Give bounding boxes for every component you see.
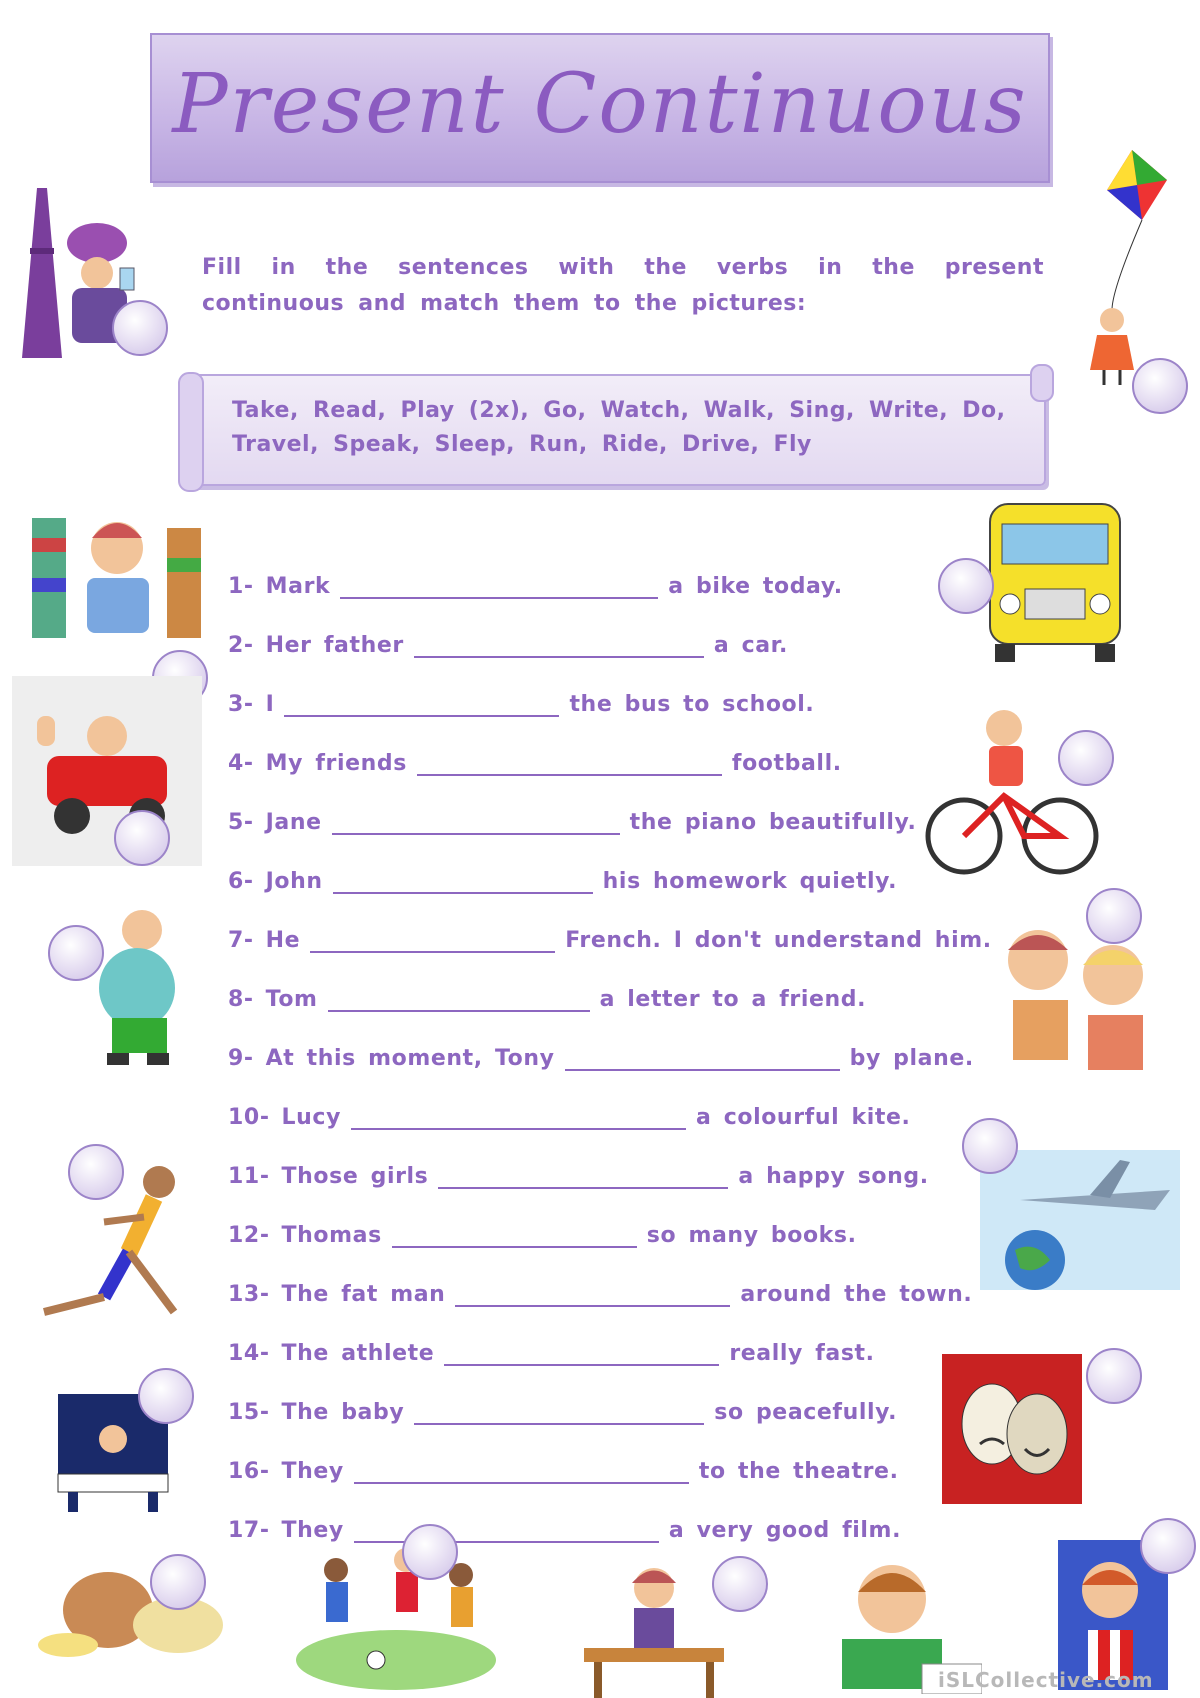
girl-with-kite-icon (1072, 150, 1182, 390)
sentence-ending: around the town. (740, 1282, 973, 1307)
sentence-subject: John (265, 869, 323, 894)
sentence-subject: They (281, 1518, 344, 1543)
page-title: Present Continuous (172, 57, 1028, 152)
answer-circle-2[interactable] (1132, 358, 1188, 414)
sentence-number: 17- (228, 1518, 270, 1543)
sentence-row (228, 894, 992, 953)
sentence-row (228, 776, 968, 835)
sentence-ending: so peacefully. (714, 1400, 898, 1425)
sentence-ending: really fast. (729, 1341, 875, 1366)
sentence-subject: Lucy (281, 1105, 342, 1130)
sentence-ending: a bike today. (668, 574, 843, 599)
scroll-curl-left (178, 372, 204, 492)
footer-watermark: iSLCollective.com (938, 1668, 1154, 1692)
sentence-number: 6- (228, 869, 254, 894)
answer-blank[interactable] (284, 695, 559, 717)
instructions: Fill in the sentences with the verbs in the present continuous and match them to the pictures: (202, 255, 1044, 316)
sentence-subject: Her father (265, 633, 404, 658)
sentence-ending: a happy song. (738, 1164, 929, 1189)
sentence-row (228, 540, 968, 599)
sentence-row (228, 1484, 968, 1543)
sentence-number: 11- (228, 1164, 270, 1189)
sentence-row (228, 1248, 973, 1307)
answer-circle-9[interactable] (68, 1144, 124, 1200)
sentence-subject: Thomas (281, 1223, 382, 1248)
sentence-subject: The baby (281, 1400, 405, 1425)
title-banner (150, 33, 1050, 183)
sentence-number: 7- (228, 928, 254, 953)
sentence-subject: Jane (265, 810, 322, 835)
girl-homework-icon (584, 1558, 724, 1698)
sentence-row (228, 1366, 968, 1425)
school-bus-icon (980, 494, 1130, 664)
answer-blank[interactable] (351, 1108, 686, 1130)
answer-blank[interactable] (414, 1403, 704, 1425)
sentence-row (228, 835, 968, 894)
sentence-row (228, 1189, 968, 1248)
answer-blank[interactable] (444, 1344, 719, 1366)
answer-circle-10[interactable] (962, 1118, 1018, 1174)
sentence-row (228, 953, 968, 1012)
sentence-subject: Those girls (281, 1164, 429, 1189)
sentence-number: 16- (228, 1459, 270, 1484)
boy-with-books-icon (32, 508, 202, 643)
sentence-ending: so many books. (646, 1223, 857, 1248)
sentence-number: 14- (228, 1341, 270, 1366)
sentence-row (228, 1071, 968, 1130)
sentence-subject: Mark (265, 574, 331, 599)
sentence-row (228, 1012, 974, 1071)
sentence-row (228, 1307, 968, 1366)
sentence-number: 13- (228, 1282, 270, 1307)
sentence-ending: the piano beautifully. (629, 810, 917, 835)
theatre-masks-icon (942, 1354, 1082, 1504)
answer-circle-16[interactable] (1140, 1518, 1196, 1574)
sentence-subject: He (265, 928, 301, 953)
answer-blank[interactable] (438, 1167, 728, 1189)
sentence-subject: I (265, 692, 275, 717)
verb-list: Take, Read, Play (2x), Go, Watch, Walk, Sing, Write, Do, Travel, Speak, Sleep, Run, Ride, Drive, Fly (232, 398, 1006, 457)
answer-circle-13[interactable] (150, 1554, 206, 1610)
answer-circle-12[interactable] (1086, 1348, 1142, 1404)
sentence-subject: The athlete (281, 1341, 435, 1366)
answer-blank[interactable] (328, 990, 590, 1012)
answer-blank[interactable] (565, 1049, 840, 1071)
sentence-number: 10- (228, 1105, 270, 1130)
sentence-number: 2- (228, 633, 254, 658)
sentence-ending: his homework quietly. (602, 869, 898, 894)
sentence-number: 3- (228, 692, 254, 717)
answer-blank[interactable] (455, 1285, 730, 1307)
sentence-number: 5- (228, 810, 254, 835)
answer-blank[interactable] (414, 636, 704, 658)
answer-circle-1[interactable] (112, 300, 168, 356)
sentence-number: 12- (228, 1223, 270, 1248)
answer-circle-4[interactable] (938, 558, 994, 614)
answer-blank[interactable] (332, 813, 620, 835)
answer-circle-5[interactable] (114, 810, 170, 866)
sentence-ending: by plane. (849, 1046, 974, 1071)
sentence-ending: a car. (713, 633, 788, 658)
answer-circle-8[interactable] (1086, 888, 1142, 944)
answer-blank[interactable] (417, 754, 722, 776)
sentence-subject: My friends (265, 751, 407, 776)
sentence-row (228, 717, 968, 776)
answer-blank[interactable] (340, 577, 658, 599)
scroll-curl-right (1030, 364, 1054, 402)
sentence-row (228, 599, 968, 658)
answer-blank[interactable] (333, 872, 593, 894)
answer-blank[interactable] (310, 931, 555, 953)
sentence-ending: a letter to a friend. (599, 987, 867, 1012)
sentence-ending: a very good film. (668, 1518, 902, 1543)
sentence-number: 15- (228, 1400, 270, 1425)
kids-football-icon (296, 1540, 496, 1690)
sentence-number: 1- (228, 574, 254, 599)
sentence-ending: a colourful kite. (696, 1105, 911, 1130)
fat-man-walking-icon (92, 908, 182, 1068)
sentence-subject: Tom (265, 987, 318, 1012)
answer-circle-7[interactable] (48, 925, 104, 981)
sentence-row (228, 1130, 968, 1189)
sentence-ending: football. (731, 751, 842, 776)
answer-circle-11[interactable] (138, 1368, 194, 1424)
answer-blank[interactable] (354, 1462, 689, 1484)
sentence-row (228, 1425, 968, 1484)
answer-blank[interactable] (392, 1226, 637, 1248)
sentence-ending: to the theatre. (698, 1459, 899, 1484)
sentence-subject: At this moment, Tony (265, 1046, 555, 1071)
sentence-number: 8- (228, 987, 254, 1012)
answer-circle-6[interactable] (1058, 730, 1114, 786)
sentence-number: 4- (228, 751, 254, 776)
sentence-ending: the bus to school. (569, 692, 815, 717)
girls-singing-icon (968, 920, 1178, 1080)
sentence-ending: French. I don't understand him. (565, 928, 992, 953)
sentence-row (228, 658, 968, 717)
sentence-subject: They (281, 1459, 344, 1484)
verb-box (190, 374, 1046, 486)
sentence-number: 9- (228, 1046, 254, 1071)
airplane-globe-icon (980, 1150, 1180, 1290)
man-driving-car-icon (12, 676, 202, 866)
sentence-subject: The fat man (281, 1282, 446, 1307)
answer-circle-14[interactable] (402, 1524, 458, 1580)
sentence-list (228, 540, 992, 1543)
answer-circle-15[interactable] (712, 1556, 768, 1612)
